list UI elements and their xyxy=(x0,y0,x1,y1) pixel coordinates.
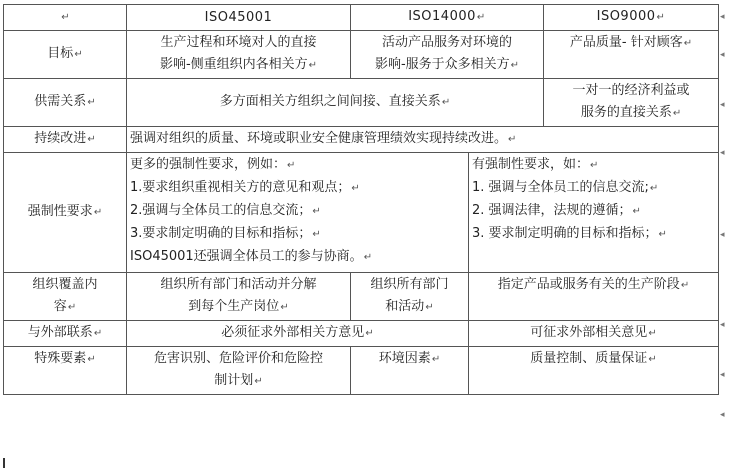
header-blank-cell: ↵ xyxy=(4,5,127,31)
header-row xyxy=(4,5,719,31)
row-label-mandatory: 强制性要求↵ xyxy=(4,153,127,273)
row-label-goal: 目标↵ xyxy=(4,31,127,79)
row-goal xyxy=(4,31,719,79)
header-iso45001: ISO45001 xyxy=(127,5,351,31)
goal-iso9000: 产品质量- 针对顾客↵ xyxy=(544,31,719,79)
goal-iso45001: 生产过程和环境对人的直接 影响-侧重组织内各相关方↵ xyxy=(127,31,351,79)
row-end-mark: ◂ xyxy=(720,12,725,22)
row-label-special: 特殊要素↵ xyxy=(4,347,127,395)
row-end-mark: ◂ xyxy=(720,410,725,420)
row-external xyxy=(4,321,719,347)
row-end-mark: ◂ xyxy=(720,148,725,158)
special-iso45001: 危害识别、危险评价和危险控 制计划↵ xyxy=(127,347,351,395)
row-coverage xyxy=(4,273,719,321)
comparison-table xyxy=(3,4,719,395)
supply-iso9000: 一对一的经济利益或 服务的直接关系↵ xyxy=(544,79,719,127)
coverage-iso45001: 组织所有部门和活动并分解 到每个生产岗位↵ xyxy=(127,273,351,321)
row-improve xyxy=(4,127,719,153)
row-end-mark: ◂ xyxy=(720,370,725,380)
row-end-mark: ◂ xyxy=(720,50,725,60)
improve-text: 强调对组织的质量、环境或职业安全健康管理绩效实现持续改进。↵ xyxy=(127,127,719,153)
row-label-external: 与外部联系↵ xyxy=(4,321,127,347)
mandatory-right: 有强制性要求，如：↵ 1. 强调与全体员工的信息交流;↵ 2. 强调法律，法规的遵循；↵ 3. 要求制定明确的目标和指标；↵ xyxy=(469,153,719,273)
mandatory-left: 更多的强制性要求，例如：↵ 1.要求组织重视相关方的意见和观点；↵ 2.强调与全体员工的信息交流；↵ 3.要求制定明确的目标和指标；↵ ISO45001还强调全体员工的参与协商。↵ xyxy=(127,153,469,273)
row-mandatory xyxy=(4,153,719,273)
header-iso9000: ISO9000↵ xyxy=(544,5,719,31)
row-supply xyxy=(4,79,719,127)
supply-shared: 多方面相关方组织之间间接、直接关系↵ xyxy=(127,79,544,127)
header-iso14000: ISO14000↵ xyxy=(351,5,544,31)
goal-iso14000: 活动产品服务对环境的 影响-服务于众多相关方↵ xyxy=(351,31,544,79)
coverage-iso9000: 指定产品或服务有关的生产阶段↵ xyxy=(469,273,719,321)
external-left: 必须征求外部相关方意见↵ xyxy=(127,321,469,347)
special-iso9000: 质量控制、质量保证↵ xyxy=(469,347,719,395)
special-iso14000: 环境因素↵ xyxy=(351,347,469,395)
text-cursor xyxy=(3,458,5,468)
row-end-mark: ◂ xyxy=(720,230,725,240)
row-special xyxy=(4,347,719,395)
coverage-iso14000: 组织所有部门 和活动↵ xyxy=(351,273,469,321)
row-label-coverage: 组织覆盖内 容↵ xyxy=(4,273,127,321)
row-label-improve: 持续改进↵ xyxy=(4,127,127,153)
row-end-mark: ◂ xyxy=(720,320,725,330)
row-label-supply: 供需关系↵ xyxy=(4,79,127,127)
external-right: 可征求外部相关意见↵ xyxy=(469,321,719,347)
row-end-mark: ◂ xyxy=(720,100,725,110)
